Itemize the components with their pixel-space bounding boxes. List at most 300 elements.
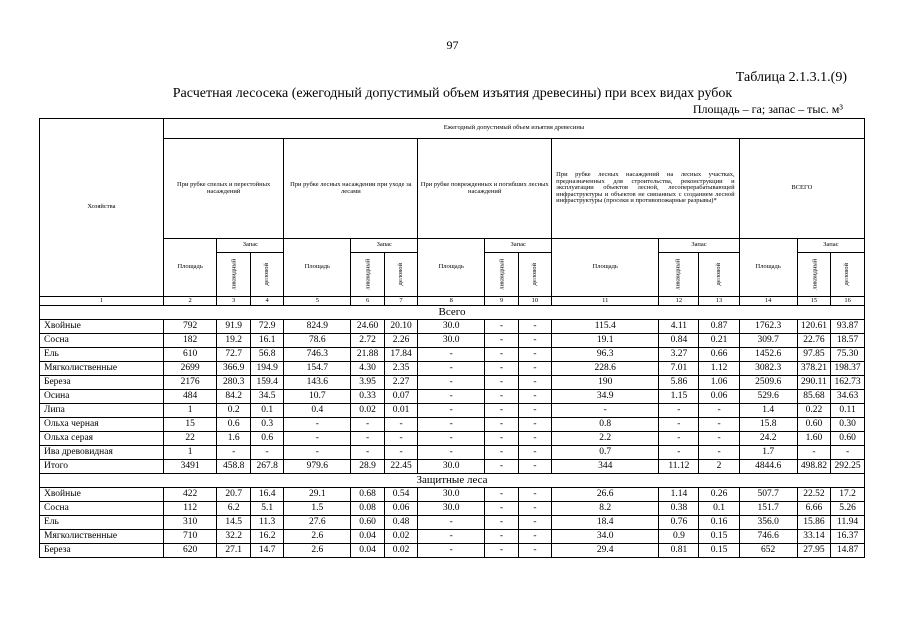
table-row	[40, 502, 865, 516]
table-cell: 19.2	[217, 334, 250, 348]
table-cell: 154.7	[284, 362, 351, 376]
header-business: деловой	[831, 253, 865, 297]
header-stock: Запас	[659, 239, 739, 253]
table-cell: -	[384, 432, 417, 446]
table-cell: 16.1	[250, 334, 283, 348]
table-cell: 2.2	[552, 432, 659, 446]
table-cell: -	[659, 432, 699, 446]
table-cell: 14.7	[250, 544, 283, 558]
table-cell: 91.9	[217, 320, 250, 334]
table-cell: -	[284, 446, 351, 460]
table-cell: 3491	[163, 460, 217, 474]
table-cell: -	[518, 460, 551, 474]
table-cell: 344	[552, 460, 659, 474]
table-cell: 0.60	[351, 516, 384, 530]
table-cell: -	[384, 446, 417, 460]
table-cell: -	[351, 432, 384, 446]
header-area: Площадь	[163, 239, 217, 297]
row-label: Ольха серая	[40, 432, 164, 446]
table-cell: 72.9	[250, 320, 283, 334]
table-cell: 4.11	[659, 320, 699, 334]
table-cell: -	[485, 362, 518, 376]
table-cell: 29.4	[552, 544, 659, 558]
table-cell: -	[518, 362, 551, 376]
table-row	[40, 320, 865, 334]
table-cell: 267.8	[250, 460, 283, 474]
table-cell: 1	[163, 404, 217, 418]
table-cell: 143.6	[284, 376, 351, 390]
table-cell: 0.2	[217, 404, 250, 418]
header-stock: Запас	[217, 239, 284, 253]
table-cell: 652	[739, 544, 797, 558]
table-cell: 19.1	[552, 334, 659, 348]
table-cell: 8.2	[552, 502, 659, 516]
table-cell: -	[418, 530, 485, 544]
header-area: Площадь	[739, 239, 797, 297]
table-cell: 0.15	[699, 530, 739, 544]
table-cell: -	[485, 544, 518, 558]
table-cell: -	[485, 376, 518, 390]
table-cell: 0.08	[351, 502, 384, 516]
table-cell: 115.4	[552, 320, 659, 334]
table-cell: 30.0	[418, 502, 485, 516]
table-cell: -	[485, 404, 518, 418]
row-label: Сосна	[40, 502, 164, 516]
table-cell: 1.12	[699, 362, 739, 376]
header-stock: Запас	[351, 239, 418, 253]
table-cell: 0.16	[699, 516, 739, 530]
table-cell: 1.60	[797, 432, 830, 446]
table-cell: 97.85	[797, 348, 830, 362]
section-header-row	[40, 306, 865, 320]
table-cell: 458.8	[217, 460, 250, 474]
table-cell: 33.14	[797, 530, 830, 544]
table-cell: -	[418, 362, 485, 376]
column-number: 7	[384, 297, 417, 306]
table-cell: -	[699, 446, 739, 460]
table-cell: 34.5	[250, 390, 283, 404]
table-cell: 34.63	[831, 390, 865, 404]
table-cell: 22	[163, 432, 217, 446]
table-cell: 0.26	[699, 488, 739, 502]
table-cell: 5.26	[831, 502, 865, 516]
table-cell: -	[797, 446, 830, 460]
table-cell: -	[485, 348, 518, 362]
table-cell: 4844.6	[739, 460, 797, 474]
table-cell: 29.1	[284, 488, 351, 502]
table-cell: 162.73	[831, 376, 865, 390]
table-cell: 746.6	[739, 530, 797, 544]
column-number: 3	[217, 297, 250, 306]
table-row	[40, 348, 865, 362]
table-cell: 7.01	[659, 362, 699, 376]
table-cell: -	[418, 516, 485, 530]
column-number: 2	[163, 297, 217, 306]
column-number: 6	[351, 297, 384, 306]
table-cell: 356.0	[739, 516, 797, 530]
table-cell: -	[518, 432, 551, 446]
table-cell: 27.1	[217, 544, 250, 558]
header-group-damaged: При рубке поврежденных и погибших лесных насаждений	[418, 139, 552, 239]
table-cell: -	[518, 530, 551, 544]
header-liquid: ликвидный	[217, 253, 250, 297]
table-cell: 0.6	[250, 432, 283, 446]
row-label: Ель	[40, 516, 164, 530]
table-cell: 14.5	[217, 516, 250, 530]
table-cell: 75.30	[831, 348, 865, 362]
table-cell: 0.06	[384, 502, 417, 516]
table-cell: -	[418, 432, 485, 446]
table-cell: 1.7	[739, 446, 797, 460]
table-cell: -	[518, 502, 551, 516]
table-cell: -	[418, 376, 485, 390]
table-cell: -	[485, 460, 518, 474]
table-cell: 0.87	[699, 320, 739, 334]
table-cell: -	[418, 544, 485, 558]
table-cell: 710	[163, 530, 217, 544]
table-cell: -	[518, 446, 551, 460]
table-cell: 3082.3	[739, 362, 797, 376]
table-cell: 27.6	[284, 516, 351, 530]
table-cell: 1762.3	[739, 320, 797, 334]
table-cell: 11.94	[831, 516, 865, 530]
table-cell: 0.02	[384, 544, 417, 558]
header-liquid: ликвидный	[351, 253, 384, 297]
table-cell: -	[384, 418, 417, 432]
table-cell: 1.06	[699, 376, 739, 390]
table-cell: -	[284, 418, 351, 432]
table-cell: 2.27	[384, 376, 417, 390]
column-number-row	[40, 297, 865, 306]
table-cell: 2.26	[384, 334, 417, 348]
table-cell: 6.2	[217, 502, 250, 516]
table-cell: 0.7	[552, 446, 659, 460]
table-cell: 0.6	[217, 418, 250, 432]
table-cell: -	[217, 446, 250, 460]
table-cell: 824.9	[284, 320, 351, 334]
table-cell: 2.35	[384, 362, 417, 376]
header-group-care: При рубке лесных насаждении при уходе за лесами	[284, 139, 418, 239]
table-cell: -	[699, 432, 739, 446]
table-cell: 1	[163, 446, 217, 460]
table-cell: -	[518, 488, 551, 502]
column-number: 12	[659, 297, 699, 306]
table-cell: 112	[163, 502, 217, 516]
table-cell: 93.87	[831, 320, 865, 334]
table-cell: 378.21	[797, 362, 830, 376]
section-title: Защитные леса	[40, 474, 865, 488]
table-cell: 11.3	[250, 516, 283, 530]
table-cell: 120.61	[797, 320, 830, 334]
table-cell: 0.1	[250, 404, 283, 418]
table-cell: 2.6	[284, 530, 351, 544]
table-cell: 0.68	[351, 488, 384, 502]
row-label: Ольха черная	[40, 418, 164, 432]
table-cell: 24.2	[739, 432, 797, 446]
header-farms: Хозяйства	[40, 119, 164, 297]
table-cell: 15	[163, 418, 217, 432]
table-cell: 22.52	[797, 488, 830, 502]
table-cell: 30.0	[418, 334, 485, 348]
table-cell: 0.15	[699, 544, 739, 558]
table-row	[40, 376, 865, 390]
table-cell: 2.72	[351, 334, 384, 348]
table-cell: 1.15	[659, 390, 699, 404]
table-row	[40, 488, 865, 502]
table-cell: 610	[163, 348, 217, 362]
table-cell: 0.30	[831, 418, 865, 432]
table-cell: -	[518, 334, 551, 348]
table-cell: 792	[163, 320, 217, 334]
table-cell: 84.2	[217, 390, 250, 404]
table-cell: 0.3	[250, 418, 283, 432]
table-cell: 0.60	[797, 418, 830, 432]
column-number: 8	[418, 297, 485, 306]
table-row	[40, 460, 865, 474]
section-title: Всего	[40, 306, 865, 320]
table-cell: 0.9	[659, 530, 699, 544]
table-cell: 18.57	[831, 334, 865, 348]
table-cell: 0.22	[797, 404, 830, 418]
table-cell: 85.68	[797, 390, 830, 404]
header-group-total: ВСЕГО	[739, 139, 864, 239]
table-cell: 159.4	[250, 376, 283, 390]
header-business: деловой	[250, 253, 283, 297]
column-number: 14	[739, 297, 797, 306]
table-cell: -	[485, 488, 518, 502]
table-row	[40, 516, 865, 530]
table-cell: 6.66	[797, 502, 830, 516]
table-cell: -	[831, 446, 865, 460]
table-cell: 1.4	[739, 404, 797, 418]
column-number: 16	[831, 297, 865, 306]
column-number: 9	[485, 297, 518, 306]
table-cell: 422	[163, 488, 217, 502]
table-cell: 309.7	[739, 334, 797, 348]
table-cell: 310	[163, 516, 217, 530]
table-cell: -	[518, 418, 551, 432]
row-label: Осина	[40, 390, 164, 404]
table-cell: 17.84	[384, 348, 417, 362]
table-cell: -	[485, 446, 518, 460]
table-cell: 32.2	[217, 530, 250, 544]
header-business: деловой	[384, 253, 417, 297]
table-cell: -	[485, 390, 518, 404]
table-cell: -	[418, 404, 485, 418]
table-cell: -	[699, 418, 739, 432]
table-cell: 979.6	[284, 460, 351, 474]
table-row	[40, 334, 865, 348]
table-row	[40, 362, 865, 376]
row-label: Мягколиственные	[40, 530, 164, 544]
table-cell: 0.1	[699, 502, 739, 516]
table-cell: -	[659, 418, 699, 432]
row-label: Береза	[40, 376, 164, 390]
table-cell: 26.6	[552, 488, 659, 502]
table-cell: 34.0	[552, 530, 659, 544]
table-cell: 72.7	[217, 348, 250, 362]
table-row	[40, 432, 865, 446]
table-cell: 366.9	[217, 362, 250, 376]
header-area: Площадь	[418, 239, 485, 297]
table-cell: 484	[163, 390, 217, 404]
header-area: Площадь	[552, 239, 659, 297]
column-number: 13	[699, 297, 739, 306]
table-cell: 0.21	[699, 334, 739, 348]
table-cell: 290.11	[797, 376, 830, 390]
table-cell: -	[518, 320, 551, 334]
table-cell: 5.86	[659, 376, 699, 390]
table-cell: 507.7	[739, 488, 797, 502]
table-cell: 2509.6	[739, 376, 797, 390]
row-label: Ель	[40, 348, 164, 362]
table-cell: 1.14	[659, 488, 699, 502]
table-cell: 4.30	[351, 362, 384, 376]
column-number: 10	[518, 297, 551, 306]
table-cell: -	[485, 516, 518, 530]
table-cell: 0.84	[659, 334, 699, 348]
table-cell: -	[351, 418, 384, 432]
header-liquid: ликвидный	[659, 253, 699, 297]
table-cell: 620	[163, 544, 217, 558]
table-cell: 0.76	[659, 516, 699, 530]
table-cell: 16.37	[831, 530, 865, 544]
table-cell: 56.8	[250, 348, 283, 362]
row-label: Хвойные	[40, 320, 164, 334]
table-cell: 24.60	[351, 320, 384, 334]
table-cell: -	[418, 348, 485, 362]
table-cell: 78.6	[284, 334, 351, 348]
table-cell: 14.87	[831, 544, 865, 558]
column-number: 1	[40, 297, 164, 306]
table-cell: 10.7	[284, 390, 351, 404]
header-area: Площадь	[284, 239, 351, 297]
table-cell: -	[485, 334, 518, 348]
table-row	[40, 390, 865, 404]
table-cell: 182	[163, 334, 217, 348]
table-cell: 0.60	[831, 432, 865, 446]
table-cell: 0.33	[351, 390, 384, 404]
table-cell: 1.6	[217, 432, 250, 446]
header-business: деловой	[699, 253, 739, 297]
table-cell: 15.8	[739, 418, 797, 432]
table-cell: 21.88	[351, 348, 384, 362]
table-cell: 0.4	[284, 404, 351, 418]
table-row	[40, 418, 865, 432]
table-cell: 0.02	[351, 404, 384, 418]
table-row	[40, 404, 865, 418]
table-cell: 0.54	[384, 488, 417, 502]
table-cell: -	[485, 320, 518, 334]
table-cell: -	[485, 530, 518, 544]
table-cell: 20.10	[384, 320, 417, 334]
table-cell: 0.81	[659, 544, 699, 558]
table-cell: 228.6	[552, 362, 659, 376]
header-business: деловой	[518, 253, 551, 297]
table-reference: Таблица 2.1.3.1.(9)	[735, 70, 847, 85]
table-cell: 529.6	[739, 390, 797, 404]
table-cell: 22.45	[384, 460, 417, 474]
column-number: 4	[250, 297, 283, 306]
header-group-infrastructure: При рубке лесных насаждений на лесных участках, предназначенных для строительства, реконструкции и эксплуатации объектов лесной, лесоперерабатывающей инфраструктуры и объектов не связанных с созданием лесной инфраструктуры (просеки и противопожарные разрывы)*	[552, 139, 739, 239]
units-note: Площадь – га; запас – тыс. м³	[692, 102, 843, 116]
table-cell: 34.9	[552, 390, 659, 404]
row-label: Итого	[40, 460, 164, 474]
table-cell: -	[485, 418, 518, 432]
table-cell: 22.76	[797, 334, 830, 348]
table-cell: 0.02	[384, 530, 417, 544]
table-cell: 0.38	[659, 502, 699, 516]
table-cell: 190	[552, 376, 659, 390]
table-cell: 30.0	[418, 488, 485, 502]
table-cell: -	[284, 432, 351, 446]
table-cell: 96.3	[552, 348, 659, 362]
table-cell: 5.1	[250, 502, 283, 516]
row-label: Мягколиственные	[40, 362, 164, 376]
table-cell: -	[418, 390, 485, 404]
table-row	[40, 544, 865, 558]
table-cell: 280.3	[217, 376, 250, 390]
table-cell: 3.95	[351, 376, 384, 390]
table-cell: 2699	[163, 362, 217, 376]
table-cell: 15.86	[797, 516, 830, 530]
row-label: Береза	[40, 544, 164, 558]
column-number: 5	[284, 297, 351, 306]
table-cell: 198.37	[831, 362, 865, 376]
table-cell: 17.2	[831, 488, 865, 502]
table-cell: -	[552, 404, 659, 418]
table-cell: 28.9	[351, 460, 384, 474]
row-label: Сосна	[40, 334, 164, 348]
header-allowable: Ежегодный допустимый объем изъятия древесины	[163, 119, 864, 139]
table-cell: 11.12	[659, 460, 699, 474]
table-cell: -	[518, 544, 551, 558]
table-row	[40, 446, 865, 460]
table-cell: -	[659, 404, 699, 418]
table-cell: 27.95	[797, 544, 830, 558]
header-stock: Запас	[485, 239, 552, 253]
row-label: Липа	[40, 404, 164, 418]
table-cell: 194.9	[250, 362, 283, 376]
table-cell: 2.6	[284, 544, 351, 558]
table-cell: -	[699, 404, 739, 418]
table-row	[40, 530, 865, 544]
table-cell: 2	[699, 460, 739, 474]
forest-cut-table	[39, 118, 865, 558]
table-cell: 30.0	[418, 460, 485, 474]
table-cell: 746.3	[284, 348, 351, 362]
table-cell: 0.01	[384, 404, 417, 418]
table-cell: -	[485, 502, 518, 516]
section-header-row	[40, 474, 865, 488]
table-cell: -	[659, 446, 699, 460]
row-label: Хвойные	[40, 488, 164, 502]
table-cell: 151.7	[739, 502, 797, 516]
table-cell: 30.0	[418, 320, 485, 334]
table-cell: 18.4	[552, 516, 659, 530]
table-cell: 1.5	[284, 502, 351, 516]
header-liquid: ликвидный	[485, 253, 518, 297]
table-cell: -	[351, 446, 384, 460]
table-cell: 20.7	[217, 488, 250, 502]
table-cell: 1452.6	[739, 348, 797, 362]
header-liquid: ликвидный	[797, 253, 830, 297]
header-stock: Запас	[797, 239, 864, 253]
table-title: Расчетная лесосека (ежегодный допустимый объем изъятия древесины) при всех видах рубок	[172, 86, 733, 101]
page-number: 97	[446, 38, 459, 52]
table-cell: -	[250, 446, 283, 460]
column-number: 11	[552, 297, 659, 306]
